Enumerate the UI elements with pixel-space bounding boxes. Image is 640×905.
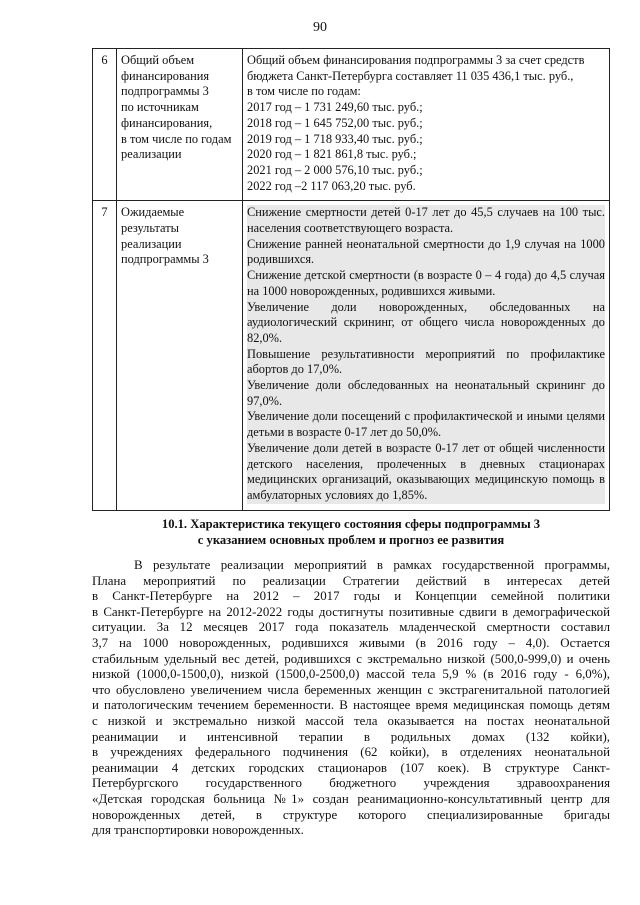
result-item: Снижение детской смертности (в возрасте 0 – 4 года) до 4,5 случая на 1000 новорожденных, родившихся живыми. — [247, 268, 605, 298]
paragraph-line: реанимации 4 детских городских стационаров (107 коек). В структуре Санкт- — [92, 760, 610, 775]
label-line: реализации — [121, 147, 182, 162]
page-number: 90 — [313, 20, 327, 35]
result-item: Увеличение доли посещений с профилактической и иными целями детьми в возрасте 0-17 лет до 50,0%. — [247, 409, 605, 440]
table-row-financing — [93, 49, 610, 201]
content-line: 2021 год – 2 000 576,10 тыс. руб.; — [247, 162, 423, 177]
paragraph-line: в Санкт-Петербурге на 2012-2022 годы достигнуты позитивные сдвиги в демографической — [92, 604, 610, 619]
paragraph-line: новорожденных детей, в структуре которого специализированные бригады — [92, 807, 610, 822]
row-content — [243, 49, 610, 201]
paragraph-line: ситуации. За 12 месяцев 2017 года показатель младенческой смертности составил — [92, 620, 610, 635]
content-line: 2017 год – 1 731 249,60 тыс. руб.; — [247, 100, 423, 115]
paragraph-line: 3,7 на 1000 новорожденных, родившихся живыми (в 2016 году – 4,0). Остается — [92, 635, 610, 650]
label-line: в том числе по годам — [121, 131, 232, 146]
result-item: Снижение ранней неонатальной смертности до 1,9 случая на 1000 родившихся. — [247, 236, 605, 267]
content-line: в том числе по годам: — [247, 84, 361, 99]
result-item: Повышение результативности мероприятий по профилактике абортов до 17,0%. — [247, 346, 605, 377]
label-line: финансирования, — [121, 115, 213, 130]
paragraph-line: Петербургского государственного бюджетного учреждения здравоохранения — [92, 776, 610, 791]
paragraph-line: «Детская городская больница №1» создан реанимационно-консультативный центр для — [92, 791, 610, 806]
content-line: 2022 год –2 117 063,20 тыс. руб. — [247, 178, 416, 193]
paragraph-line: низкой (1000,0-1500,0), низкой (1500,0-2500,0) массой тела 5,9 % (в 2016 году - 6,0%), — [92, 667, 610, 682]
paragraph-line: и патологическим течением беременности. В настоящее время медицинская помощь детям — [92, 698, 610, 713]
paragraph-line: в учреждениях федерального подчинения (62 койки), в отделениях неонатальной — [92, 745, 610, 760]
row-number: 6 — [93, 49, 117, 201]
content-line: 2019 год – 1 718 933,40 тыс. руб.; — [247, 131, 423, 146]
label-line: по источникам — [121, 100, 199, 115]
heading-line: 10.1. Характеристика текущего состояния сферы подпрограммы 3 — [161, 517, 541, 531]
paragraph-line: что обусловлено увеличением числа беременных женщин с экстрагенитальной патологией — [92, 682, 610, 697]
paragraph-line: реанимации и интенсивной терапии в родильных домах (132 койки), — [92, 729, 610, 744]
table-row-results — [93, 201, 610, 510]
paragraph-line: В результате реализации мероприятий в рамках государственной программы, — [134, 558, 610, 572]
passport-table — [92, 48, 610, 511]
content-line: Общий объем финансирования подпрограммы 3 за счет средств — [247, 53, 585, 67]
result-item: Увеличение доли обследованных на неонатальный скрининг до 97,0%. — [247, 378, 605, 408]
section-heading — [92, 516, 610, 548]
paragraph-line: в Санкт-Петербурге на 2012 – 2017 годы и Концепции семейной политики — [92, 589, 610, 604]
heading-line: с указанием основных проблем и прогноз ее развития — [197, 533, 505, 547]
result-item: Снижение смертности детей 0-17 лет до 45,5 случаев на 100 тыс. населения соответствующего возраста. — [247, 205, 605, 236]
label-line: подпрограммы 3 — [121, 84, 209, 99]
label-line: подпрограммы 3 — [121, 252, 209, 267]
content-line: бюджета Санкт-Петербурга составляет 11 035 436,1 тыс. руб., — [247, 68, 574, 83]
label-line: Ожидаемые — [121, 205, 185, 220]
content-line: 2018 год – 1 645 752,00 тыс. руб.; — [247, 115, 423, 130]
row-label — [117, 49, 243, 201]
label-line: финансирования — [121, 68, 210, 83]
label-line: Общий объем — [121, 53, 195, 67]
row-content — [243, 201, 610, 510]
label-line: реализации — [121, 236, 182, 251]
paragraph-line: стабильным удельный вес детей, родившихся с экстремально низкой (500,0-999,0) и очень — [92, 651, 610, 666]
paragraph-line: с низкой и экстремально низкой массой тела оказывается на постах неонатальной — [92, 713, 610, 728]
content-line: 2020 год – 1 821 861,8 тыс. руб.; — [247, 147, 417, 162]
row-number: 7 — [93, 201, 117, 510]
paragraph-line: для транспортировки новорожденных. — [92, 823, 304, 838]
result-item: Увеличение доли новорожденных, обследованных на аудиологический скрининг, от общего числа новорожденных до 82,0%. — [247, 299, 605, 345]
result-item: Увеличение доли детей в возрасте 0-17 лет от общей численности детского населения, пролеченных в дневных стационарах медицинских организаций, оказывающих медицинскую помощь в амбулаторных условиях до 1,85%. — [247, 440, 605, 502]
body-paragraph — [92, 558, 610, 839]
row-label — [117, 201, 243, 510]
label-line: результаты — [121, 221, 179, 236]
paragraph-line: Плана мероприятий по реализации Стратегии действий в интересах детей — [92, 573, 610, 588]
